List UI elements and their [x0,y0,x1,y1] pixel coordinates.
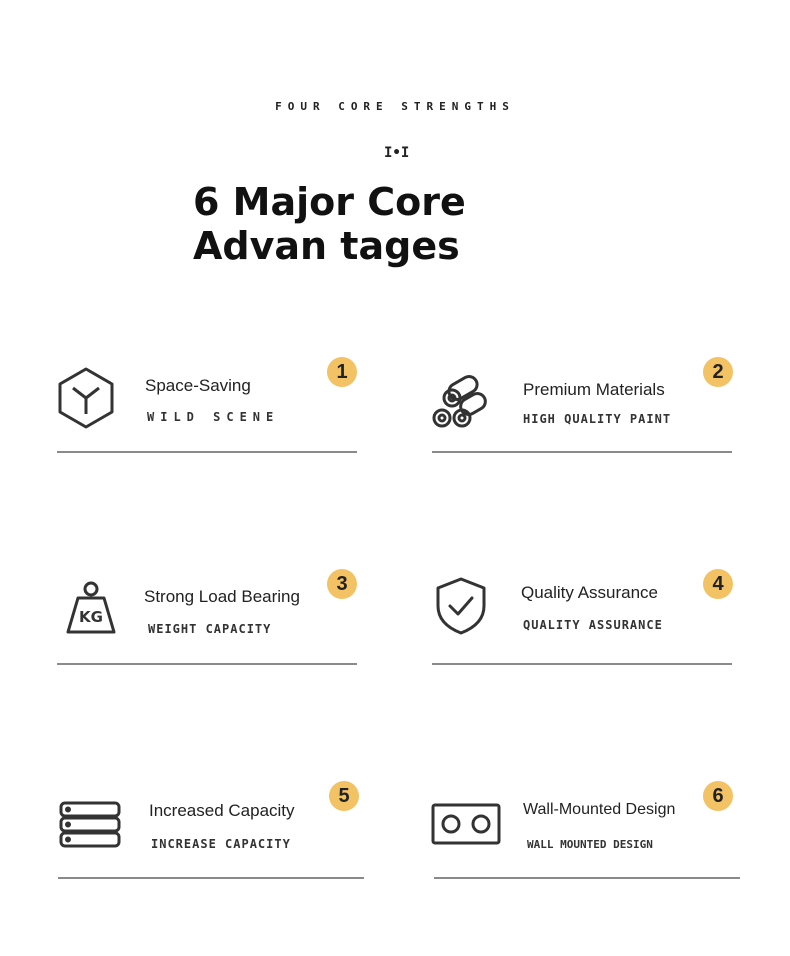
page-title: 6 Major Core Advan tages [193,180,466,268]
number-badge: 5 [329,781,359,811]
divider [432,663,732,665]
divider [434,877,740,879]
shield-check-icon [434,576,488,636]
pipes-icon [430,372,490,432]
feature-title: Wall-Mounted Design [523,801,676,818]
kg-weight-icon [64,580,118,636]
layers-icon [58,800,122,850]
decorative-mark: I•I [384,145,410,161]
feature-subtitle: QUALITY ASSURANCE [523,618,663,632]
feature-subtitle: HIGH QUALITY PAINT [523,412,672,426]
feature-subtitle: INCREASE CAPACITY [151,837,291,851]
divider [57,663,357,665]
number-badge: 6 [703,781,733,811]
svg-text:KG: KG [79,608,103,626]
feature-subtitle: WEIGHT CAPACITY [148,622,272,636]
feature-title: Increased Capacity [149,801,295,820]
feature-title: Premium Materials [523,380,665,399]
number-badge: 1 [327,357,357,387]
divider [58,877,364,879]
cube-icon [56,366,116,430]
feature-subtitle: WILD SCENE [147,410,280,424]
number-badge: 2 [703,357,733,387]
feature-title: Strong Load Bearing [144,587,300,606]
feature-title: Space-Saving [145,376,251,395]
divider [432,451,732,453]
divider [57,451,357,453]
feature-subtitle: WALL MOUNTED DESIGN [527,838,653,851]
eyebrow-text: FOUR CORE STRENGTHS [275,100,515,113]
wall-panel-icon [431,802,501,846]
number-badge: 4 [703,569,733,599]
number-badge: 3 [327,569,357,599]
feature-title: Quality Assurance [521,583,659,602]
